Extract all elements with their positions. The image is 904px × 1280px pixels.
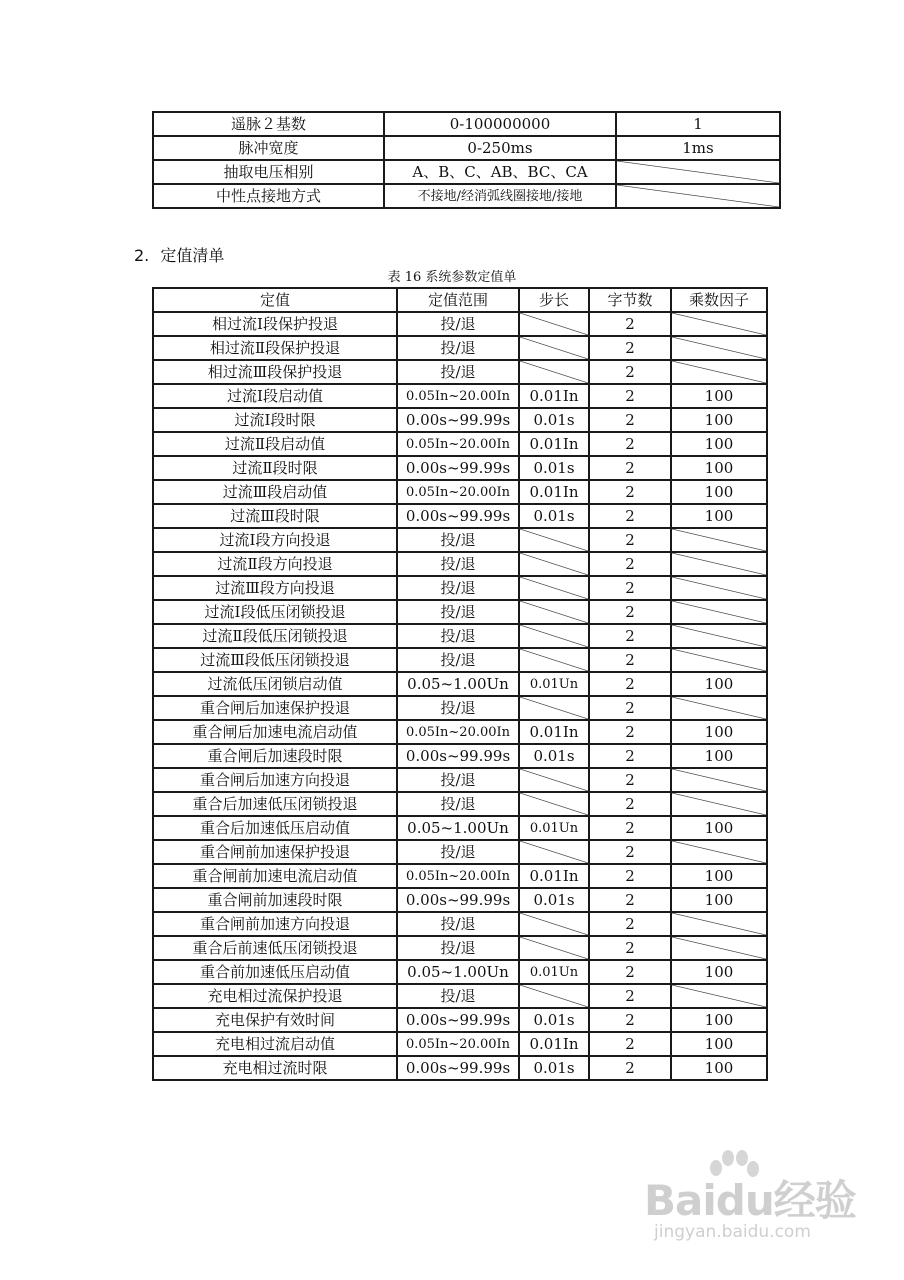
setting-range-cell: 投/退 (397, 912, 519, 936)
byte-count-cell: 2 (589, 912, 671, 936)
setting-range-cell: 投/退 (397, 576, 519, 600)
step-cell: 0.01s (519, 408, 589, 432)
multiplier-cell-not-applicable (671, 336, 767, 360)
setting-name-cell: 充电保护有效时间 (153, 1008, 397, 1032)
step-cell-not-applicable (519, 792, 589, 816)
setting-name-cell: 相过流Ⅲ段保护投退 (153, 360, 397, 384)
param-name-cell: 脉冲宽度 (153, 136, 384, 160)
multiplier-cell-not-applicable (671, 624, 767, 648)
byte-count-cell: 2 (589, 360, 671, 384)
byte-count-cell: 2 (589, 408, 671, 432)
setting-range-cell: 投/退 (397, 552, 519, 576)
header-step: 步长 (519, 288, 589, 312)
setting-name-cell: 重合闸前加速保护投退 (153, 840, 397, 864)
top-table-body (153, 112, 780, 208)
param-name-cell: 中性点接地方式 (153, 184, 384, 208)
setting-name-cell: 过流Ⅰ段时限 (153, 408, 397, 432)
param-value-cell-not-applicable (616, 160, 780, 184)
section-title: 定值清单 (160, 246, 225, 265)
table-row (153, 744, 767, 768)
step-cell: 0.01In (519, 480, 589, 504)
step-cell-not-applicable (519, 912, 589, 936)
step-cell-not-applicable (519, 624, 589, 648)
setting-range-cell: 投/退 (397, 768, 519, 792)
setting-range-cell: 投/退 (397, 792, 519, 816)
setting-name-cell: 相过流Ⅱ段保护投退 (153, 336, 397, 360)
byte-count-cell: 2 (589, 384, 671, 408)
table-row (153, 648, 767, 672)
step-cell-not-applicable (519, 984, 589, 1008)
byte-count-cell: 2 (589, 720, 671, 744)
multiplier-cell-not-applicable (671, 576, 767, 600)
step-cell: 0.01Un (519, 960, 589, 984)
setting-range-cell: 0.00s~99.99s (397, 744, 519, 768)
multiplier-cell-not-applicable (671, 936, 767, 960)
top-table-row (153, 112, 780, 136)
setting-range-cell: 0.05In~20.00In (397, 720, 519, 744)
table-header-row (153, 288, 767, 312)
multiplier-cell-not-applicable (671, 528, 767, 552)
setting-name-cell: 过流Ⅲ段低压闭锁投退 (153, 648, 397, 672)
step-cell-not-applicable (519, 552, 589, 576)
multiplier-cell-not-applicable (671, 840, 767, 864)
setting-name-cell: 过流Ⅱ段时限 (153, 456, 397, 480)
byte-count-cell: 2 (589, 1056, 671, 1080)
setting-range-cell: 投/退 (397, 528, 519, 552)
multiplier-cell: 100 (671, 960, 767, 984)
header-multiplier: 乘数因子 (671, 288, 767, 312)
setting-range-cell: 投/退 (397, 984, 519, 1008)
byte-count-cell: 2 (589, 528, 671, 552)
setting-range-cell: 投/退 (397, 936, 519, 960)
byte-count-cell: 2 (589, 888, 671, 912)
setting-range-cell: 0.05In~20.00In (397, 384, 519, 408)
step-cell: 0.01s (519, 1008, 589, 1032)
multiplier-cell-not-applicable (671, 600, 767, 624)
setting-name-cell: 重合闸后加速段时限 (153, 744, 397, 768)
byte-count-cell: 2 (589, 672, 671, 696)
byte-count-cell: 2 (589, 840, 671, 864)
byte-count-cell: 2 (589, 648, 671, 672)
table-row (153, 600, 767, 624)
step-cell: 0.01s (519, 1056, 589, 1080)
byte-count-cell: 2 (589, 312, 671, 336)
table-row (153, 720, 767, 744)
multiplier-cell: 100 (671, 720, 767, 744)
param-range-cell: 0-100000000 (384, 112, 616, 136)
setting-range-cell: 投/退 (397, 360, 519, 384)
top-table-row (153, 136, 780, 160)
setting-name-cell: 过流Ⅱ段启动值 (153, 432, 397, 456)
byte-count-cell: 2 (589, 1032, 671, 1056)
step-cell-not-applicable (519, 768, 589, 792)
multiplier-cell: 100 (671, 384, 767, 408)
step-cell: 0.01s (519, 456, 589, 480)
header-range: 定值范围 (397, 288, 519, 312)
setting-name-cell: 相过流Ⅰ段保护投退 (153, 312, 397, 336)
byte-count-cell: 2 (589, 984, 671, 1008)
param-value-cell: 1 (616, 112, 780, 136)
setting-name-cell: 过流Ⅰ段方向投退 (153, 528, 397, 552)
baidu-watermark (640, 1148, 870, 1258)
setting-name-cell: 重合闸前加速段时限 (153, 888, 397, 912)
setting-range-cell: 0.05In~20.00In (397, 432, 519, 456)
byte-count-cell: 2 (589, 504, 671, 528)
table-row (153, 960, 767, 984)
byte-count-cell: 2 (589, 480, 671, 504)
setting-name-cell: 充电相过流时限 (153, 1056, 397, 1080)
multiplier-cell: 100 (671, 888, 767, 912)
step-cell: 0.01s (519, 744, 589, 768)
byte-count-cell: 2 (589, 960, 671, 984)
table-row (153, 840, 767, 864)
step-cell: 0.01In (519, 384, 589, 408)
table-row (153, 552, 767, 576)
byte-count-cell: 2 (589, 744, 671, 768)
setting-name-cell: 过流Ⅲ段启动值 (153, 480, 397, 504)
setting-name-cell: 重合闸后加速方向投退 (153, 768, 397, 792)
step-cell: 0.01In (519, 432, 589, 456)
step-cell-not-applicable (519, 840, 589, 864)
param-name-cell: 遥脉２基数 (153, 112, 384, 136)
step-cell: 0.01Un (519, 672, 589, 696)
watermark-url: jingyan.baidu.com (654, 1222, 811, 1242)
table-row (153, 336, 767, 360)
step-cell: 0.01In (519, 1032, 589, 1056)
table-row (153, 624, 767, 648)
table-row (153, 1032, 767, 1056)
byte-count-cell: 2 (589, 456, 671, 480)
multiplier-cell-not-applicable (671, 552, 767, 576)
setting-name-cell: 重合后加速低压闭锁投退 (153, 792, 397, 816)
param-range-cell: 不接地/经消弧线圈接地/接地 (384, 184, 616, 208)
step-cell-not-applicable (519, 336, 589, 360)
multiplier-cell-not-applicable (671, 912, 767, 936)
top-table-row (153, 184, 780, 208)
table-row (153, 792, 767, 816)
multiplier-cell-not-applicable (671, 792, 767, 816)
setting-name-cell: 过流Ⅲ段时限 (153, 504, 397, 528)
table-row (153, 456, 767, 480)
table-row (153, 408, 767, 432)
setting-name-cell: 重合闸后加速保护投退 (153, 696, 397, 720)
step-cell: 0.01s (519, 504, 589, 528)
byte-count-cell: 2 (589, 1008, 671, 1032)
step-cell: 0.01In (519, 864, 589, 888)
step-cell: 0.01Un (519, 816, 589, 840)
setting-name-cell: 重合闸前加速电流启动值 (153, 864, 397, 888)
table-row (153, 936, 767, 960)
table-row (153, 816, 767, 840)
setting-range-cell: 投/退 (397, 336, 519, 360)
table-row (153, 984, 767, 1008)
byte-count-cell: 2 (589, 864, 671, 888)
byte-count-cell: 2 (589, 696, 671, 720)
setting-range-cell: 0.00s~99.99s (397, 408, 519, 432)
table-row (153, 480, 767, 504)
setting-range-cell: 0.05~1.00Un (397, 816, 519, 840)
setting-range-cell: 投/退 (397, 312, 519, 336)
header-bytes: 字节数 (589, 288, 671, 312)
table-row (153, 504, 767, 528)
setting-range-cell: 0.05In~20.00In (397, 864, 519, 888)
param-name-cell: 抽取电压相别 (153, 160, 384, 184)
setting-range-cell: 投/退 (397, 624, 519, 648)
byte-count-cell: 2 (589, 432, 671, 456)
table-row (153, 912, 767, 936)
setting-name-cell: 过流低压闭锁启动值 (153, 672, 397, 696)
byte-count-cell: 2 (589, 816, 671, 840)
multiplier-cell: 100 (671, 432, 767, 456)
setting-name-cell: 过流Ⅱ段低压闭锁投退 (153, 624, 397, 648)
param-value-cell: 1ms (616, 136, 780, 160)
byte-count-cell: 2 (589, 936, 671, 960)
table-row (153, 696, 767, 720)
step-cell-not-applicable (519, 696, 589, 720)
step-cell-not-applicable (519, 936, 589, 960)
step-cell-not-applicable (519, 360, 589, 384)
top-table-row (153, 160, 780, 184)
multiplier-cell-not-applicable (671, 984, 767, 1008)
setting-name-cell: 充电相过流保护投退 (153, 984, 397, 1008)
step-cell: 0.01s (519, 888, 589, 912)
byte-count-cell: 2 (589, 552, 671, 576)
section-number: 2. (134, 246, 150, 265)
table-row (153, 1056, 767, 1080)
setting-range-cell: 0.00s~99.99s (397, 1008, 519, 1032)
section-heading (134, 243, 224, 266)
step-cell-not-applicable (519, 312, 589, 336)
multiplier-cell: 100 (671, 1056, 767, 1080)
setting-range-cell: 0.05In~20.00In (397, 1032, 519, 1056)
setting-range-cell: 投/退 (397, 648, 519, 672)
step-cell-not-applicable (519, 600, 589, 624)
setting-name-cell: 充电相过流启动值 (153, 1032, 397, 1056)
step-cell-not-applicable (519, 528, 589, 552)
multiplier-cell: 100 (671, 744, 767, 768)
table-caption: 表 16 系统参数定值单 (387, 270, 517, 285)
multiplier-cell-not-applicable (671, 360, 767, 384)
setting-name-cell: 重合后前速低压闭锁投退 (153, 936, 397, 960)
setting-name-cell: 过流Ⅱ段方向投退 (153, 552, 397, 576)
multiplier-cell: 100 (671, 1008, 767, 1032)
param-range-cell: A、B、C、AB、BC、CA (384, 160, 616, 184)
table-row (153, 432, 767, 456)
table-row (153, 864, 767, 888)
setting-name-cell: 重合闸前加速方向投退 (153, 912, 397, 936)
setting-range-cell: 0.00s~99.99s (397, 1056, 519, 1080)
table-row (153, 528, 767, 552)
param-value-cell-not-applicable (616, 184, 780, 208)
byte-count-cell: 2 (589, 336, 671, 360)
setting-range-cell: 0.05In~20.00In (397, 480, 519, 504)
byte-count-cell: 2 (589, 768, 671, 792)
table-row (153, 672, 767, 696)
setting-range-cell: 投/退 (397, 840, 519, 864)
watermark-logo-text: Baidu经验 (644, 1176, 856, 1225)
table-row (153, 576, 767, 600)
setting-range-cell: 0.00s~99.99s (397, 504, 519, 528)
byte-count-cell: 2 (589, 600, 671, 624)
setting-name-cell: 过流Ⅰ段启动值 (153, 384, 397, 408)
param-range-cell: 0-250ms (384, 136, 616, 160)
setting-range-cell: 0.00s~99.99s (397, 888, 519, 912)
table-row (153, 384, 767, 408)
table-row (153, 360, 767, 384)
setting-name-cell: 重合后加速低压启动值 (153, 816, 397, 840)
header-setting: 定值 (153, 288, 397, 312)
multiplier-cell-not-applicable (671, 312, 767, 336)
byte-count-cell: 2 (589, 624, 671, 648)
multiplier-cell: 100 (671, 504, 767, 528)
multiplier-cell-not-applicable (671, 648, 767, 672)
setting-range-cell: 0.05~1.00Un (397, 960, 519, 984)
table-row (153, 768, 767, 792)
multiplier-cell: 100 (671, 672, 767, 696)
table-row (153, 1008, 767, 1032)
step-cell: 0.01In (519, 720, 589, 744)
setting-list-table (152, 287, 768, 1081)
setting-list-body (153, 312, 767, 1080)
multiplier-cell: 100 (671, 456, 767, 480)
step-cell-not-applicable (519, 648, 589, 672)
multiplier-cell: 100 (671, 480, 767, 504)
setting-name-cell: 重合闸后加速电流启动值 (153, 720, 397, 744)
step-cell-not-applicable (519, 576, 589, 600)
setting-name-cell: 过流Ⅰ段低压闭锁投退 (153, 600, 397, 624)
byte-count-cell: 2 (589, 576, 671, 600)
multiplier-cell: 100 (671, 816, 767, 840)
table-row (153, 312, 767, 336)
setting-range-cell: 0.00s~99.99s (397, 456, 519, 480)
top-parameter-table (152, 111, 781, 209)
multiplier-cell: 100 (671, 864, 767, 888)
setting-range-cell: 投/退 (397, 696, 519, 720)
setting-range-cell: 0.05~1.00Un (397, 672, 519, 696)
table-row (153, 888, 767, 912)
multiplier-cell-not-applicable (671, 768, 767, 792)
multiplier-cell-not-applicable (671, 696, 767, 720)
setting-range-cell: 投/退 (397, 600, 519, 624)
multiplier-cell: 100 (671, 408, 767, 432)
setting-name-cell: 过流Ⅲ段方向投退 (153, 576, 397, 600)
byte-count-cell: 2 (589, 792, 671, 816)
multiplier-cell: 100 (671, 1032, 767, 1056)
setting-name-cell: 重合前加速低压启动值 (153, 960, 397, 984)
